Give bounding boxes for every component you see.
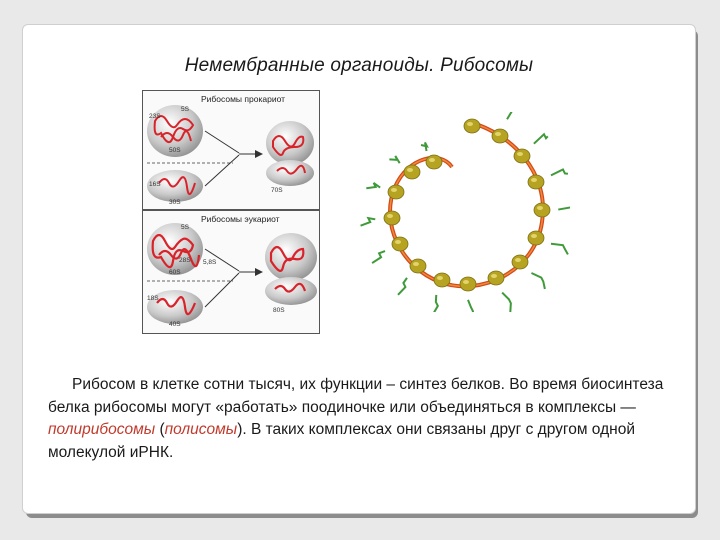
- arrow-line: [205, 155, 239, 186]
- ribosome-body: [492, 129, 508, 143]
- protein-chain: [551, 169, 568, 175]
- body-text-part: Рибосом в клетке сотни тысяч, их функции – синтез белков. Во время биосинтеза белка рибосомы могут «работать» поодиночке или объединяться в комплексы —: [48, 376, 664, 416]
- ribosome-highlight: [413, 262, 419, 266]
- label-28s: 28S: [179, 257, 191, 264]
- ribosome-highlight: [517, 152, 523, 156]
- ribosome-unit: [389, 156, 420, 179]
- arrow-head: [255, 150, 263, 158]
- ribosome-unit: [372, 237, 408, 263]
- ribosome-body: [404, 165, 420, 179]
- eukaryote-title: Рибосомы эукариот: [201, 214, 280, 224]
- ribosome-unit: [488, 271, 511, 312]
- ribosome-body: [384, 211, 400, 225]
- ribosome-highlight: [407, 168, 413, 172]
- ribosome-highlight: [531, 234, 537, 238]
- protein-chain: [421, 142, 427, 151]
- label-30s: 30S: [169, 199, 181, 206]
- ribosome-highlight: [467, 122, 473, 126]
- large-subunit-sphere: [147, 223, 203, 275]
- slide-title: Немембранные органоиды. Рибосомы: [184, 55, 534, 76]
- ribosome-unit: [492, 112, 516, 143]
- ribosome-subunits-figure: [140, 88, 320, 334]
- label-18s: 18S: [147, 295, 159, 302]
- label-60s: 60S: [169, 269, 181, 276]
- label-50s: 50S: [169, 147, 181, 154]
- ribosome-highlight: [437, 276, 443, 280]
- ribosome-highlight: [537, 206, 543, 210]
- protein-chain: [551, 244, 568, 255]
- ribosome-body: [460, 277, 476, 291]
- label-40s: 40S: [169, 321, 181, 328]
- highlight-term: полирибосомы: [48, 421, 156, 438]
- label-70s: 70S: [271, 187, 283, 194]
- highlight-term: полисомы: [164, 421, 238, 438]
- protein-chain: [361, 218, 376, 226]
- ribosome-body: [410, 259, 426, 273]
- ribosome-unit: [433, 273, 450, 312]
- label-5s: 5S: [181, 106, 189, 113]
- ribosome-chain: [361, 112, 570, 312]
- label-16s: 16S: [149, 181, 161, 188]
- ribosome-highlight: [429, 158, 435, 162]
- polysome-illustration: [360, 112, 570, 312]
- protein-chain: [398, 278, 407, 295]
- ribosome-body: [388, 185, 404, 199]
- ribosome-body: [514, 149, 530, 163]
- prokaryote-title: Рибосомы прокариот: [201, 94, 285, 104]
- label-5s: 5S: [181, 224, 189, 231]
- label-5-8s: 5,8S: [203, 259, 217, 266]
- body-text-part: (: [155, 421, 165, 438]
- ribosome-body: [534, 203, 550, 217]
- ribosome-unit: [512, 255, 545, 289]
- assembled-large-sphere: [265, 233, 317, 281]
- ribosome-body: [426, 155, 442, 169]
- body-paragraph: [48, 374, 676, 464]
- ribosome-highlight: [387, 214, 393, 218]
- ribosome-unit: [361, 211, 400, 226]
- arrow-head: [255, 268, 263, 276]
- ribosome-body: [392, 237, 408, 251]
- ribosome-body: [434, 273, 450, 287]
- ribosome-body: [528, 231, 544, 245]
- ribosome-highlight: [491, 274, 497, 278]
- ribosome-highlight: [395, 240, 401, 244]
- body-text-part: ). В таких комплексах они связаны друг с другом одной молекулой иРНК.: [48, 421, 635, 461]
- protein-chain: [507, 112, 516, 119]
- ribosome-unit: [528, 231, 568, 254]
- label-80s: 80S: [273, 307, 285, 314]
- ribosome-highlight: [531, 178, 537, 182]
- ribosome-unit: [398, 259, 426, 295]
- ribosome-unit: [460, 277, 476, 312]
- protein-chain: [372, 251, 385, 263]
- ribosome-unit: [514, 134, 548, 163]
- ribosome-unit: [366, 183, 404, 199]
- ribosome-unit: [421, 142, 442, 169]
- ribosome-body: [488, 271, 504, 285]
- protein-chain: [389, 156, 399, 163]
- arrow-line: [205, 131, 239, 153]
- ribosome-body: [464, 119, 480, 133]
- ribosome-highlight: [463, 280, 469, 284]
- protein-chain: [433, 295, 438, 312]
- protein-chain: [558, 207, 570, 214]
- protein-chain: [468, 300, 473, 312]
- protein-chain: [534, 134, 548, 143]
- arrow-line: [205, 273, 239, 307]
- protein-chain: [366, 183, 380, 188]
- label-23s: 23S: [149, 113, 161, 120]
- ribosome-highlight: [495, 132, 501, 136]
- prokaryote-panel: [142, 90, 320, 210]
- protein-chain: [502, 293, 511, 312]
- ribosome-body: [528, 175, 544, 189]
- ribosome-highlight: [391, 188, 397, 192]
- ribosome-body: [512, 255, 528, 269]
- ribosome-unit: [464, 112, 480, 133]
- protein-chain: [531, 273, 544, 289]
- ribosome-unit: [534, 203, 570, 217]
- ribosome-highlight: [515, 258, 521, 262]
- eukaryote-panel: [142, 210, 320, 334]
